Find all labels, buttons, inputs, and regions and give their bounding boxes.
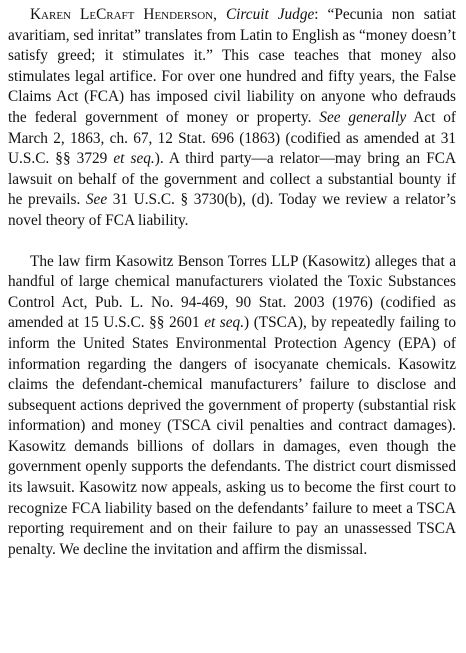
- opinion-paragraph-1: [8, 5, 456, 232]
- paragraph-1-text-c: ). A third party—a relator—may bring an FCA lawsuit on behalf of the government and collect a substantial bounty if he prevails.: [8, 150, 456, 209]
- paragraph-1-text-b: Act of March 2, 1863, ch. 67, 12 Stat. 696 (1863) (codified as amended at 31 U.S.C. §§ 3729: [8, 108, 456, 168]
- paragraph-2-text-b: ) (TSCA), by repeatedly failing to inform the United States Environmental Protection Agency (EPA) of information regarding the dangers of isocyanate chemicals. Kasowitz claims the defendant-chemical manufacturers’ failure to disclose and subsequent actions deprived the government of property (substantial risk information) and money (TSCA civil penalties and contract damages). Kasowitz demands billions of dollars in damages, even though the government openly supports the defendants. The district court dismissed its lawsuit. Kasowitz now appeals, asking us to become the first court to recognize FCA liability based on the defendants’ failure to meet a TSCA reporting requirement and on their failure to pay an unassessed TSCA penalty. We decline the invitation and affirm the dismissal.: [8, 314, 456, 558]
- judge-separator: ,: [213, 6, 226, 23]
- judge-title: Circuit Judge: [225, 6, 315, 23]
- citation-signal-see: See: [85, 191, 108, 209]
- paragraph-1-text-a: : “Pecunia non satiat avaritiam, sed inritat” translates from Latin to English as “money doesn’t satisfy greed; it stimulates it.” This case teaches that money also stimulates legal artifice. For over one hundred and fifty years, the False Claims Act (FCA) has imposed civil liability on anyone who defrauds the federal government of money or property.: [8, 6, 456, 126]
- opinion-text: [8, 5, 456, 560]
- opinion-paragraph-2: [8, 252, 456, 561]
- citation-et-seq: et seq.: [113, 150, 155, 168]
- judge-name: Karen LeCraft Henderson: [30, 6, 214, 23]
- paragraph-2-text-a: The law firm Kasowitz Benson Torres LLP (Kasowitz) alleges that a handful of large chemical manufacturers violated the Toxic Substances Control Act, Pub. L. No. 94-469, 90 Stat. 2003 (1976) (codified as amended at 15 U.S.C. §§ 2601: [8, 252, 456, 332]
- paragraph-1-text-d: 31 U.S.C. § 3730(b), (d). Today we review a relator’s novel theory of FCA liability.: [8, 191, 456, 229]
- citation-et-seq-tsca: et seq.: [204, 314, 245, 332]
- citation-signal-see-generally: See generally: [319, 108, 407, 126]
